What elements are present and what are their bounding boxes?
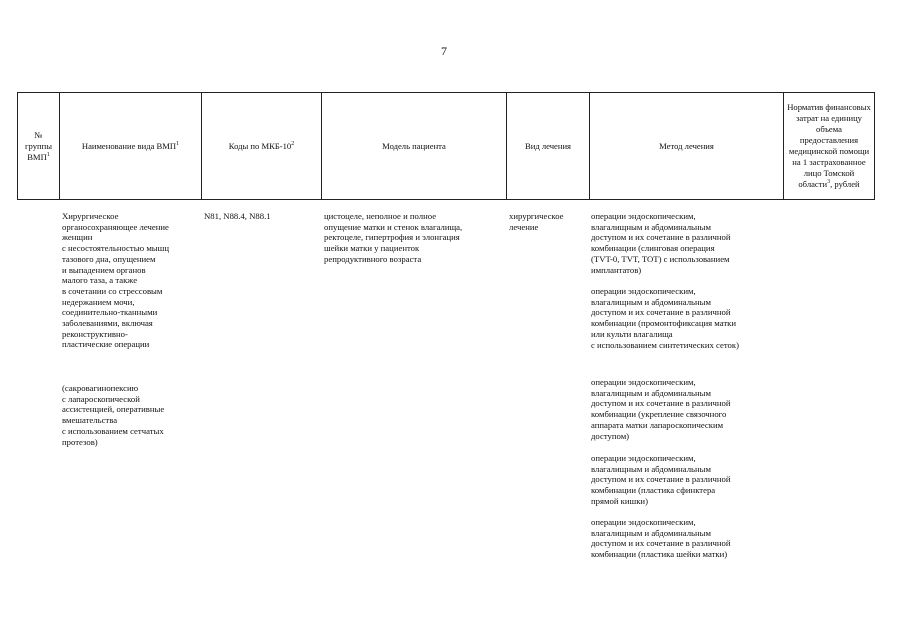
header-patient-model: Модель пациента <box>322 93 507 200</box>
treatment-method-item: операции эндоскопическим, влагалищным и абдоминальным доступом и их сочетание в различной комбинации (промонтофиксация матки или культи влагалища с использованием синтетических сеток) <box>591 286 739 350</box>
header-table <box>17 92 875 200</box>
treatment-method-item: операции эндоскопическим, влагалищным и абдоминальным доступом и их сочетание в различной комбинации (слинговая операция (TVT-0, TVT, TOT) с использованием имплантатов) <box>591 211 731 275</box>
icd-codes-cell: N81, N88.4, N88.1 <box>204 211 271 221</box>
header-icd-codes: Коды по МКБ-$10^2$ <box>202 93 322 200</box>
vmp-name-cell-continued: (сакровагинопексию с лапароскопической ассистенцией, оперативные вмешательства с использованием сетчатых протезов) <box>62 383 165 447</box>
header-treatment-method: Метод лечения <box>590 93 784 200</box>
header-group-number: № группы ВМП$^1$ <box>18 93 60 200</box>
patient-model-cell: цистоцеле, неполное и полное опущение матки и стенок влагалища, ректоцеле, гипертрофия и элонгация шейки матки у пациенток репродуктивного возраста <box>324 211 463 264</box>
header-cost-standard: Норматив финансовых затрат на единицу объема предоставления медицинской помощи на 1 застрахованное лицо Томской области$^3$, рублей <box>784 93 875 200</box>
treatment-type-cell: хирургическое лечение <box>509 211 564 232</box>
header-vmp-name: Наименование вида ВМП$^1$ <box>60 93 202 200</box>
header-treatment-type: Вид лечения <box>507 93 590 200</box>
vmp-name-cell: Хирургическое органосохраняющее лечение женщин с несостоятельностью мышц тазового дна, опущением и выпадением органов малого таза, а также в сочетании со стрессовым недержанием мочи, соединительно-тканными заболеваниями, включая реконструктивно- пластические операции <box>62 211 169 350</box>
treatment-method-item: операции эндоскопическим, влагалищным и абдоминальным доступом и их сочетание в различной комбинации (пластика сфинктера прямой кишки) <box>591 453 731 506</box>
page-number: 7 <box>441 44 447 58</box>
treatment-method-item: операции эндоскопическим, влагалищным и абдоминальным доступом и их сочетание в различной комбинации (пластика шейки матки) <box>591 517 731 560</box>
treatment-method-item: операции эндоскопическим, влагалищным и абдоминальным доступом и их сочетание в различной комбинации (укрепление связочного аппарата матки лапароскопическим доступом) <box>591 377 731 441</box>
